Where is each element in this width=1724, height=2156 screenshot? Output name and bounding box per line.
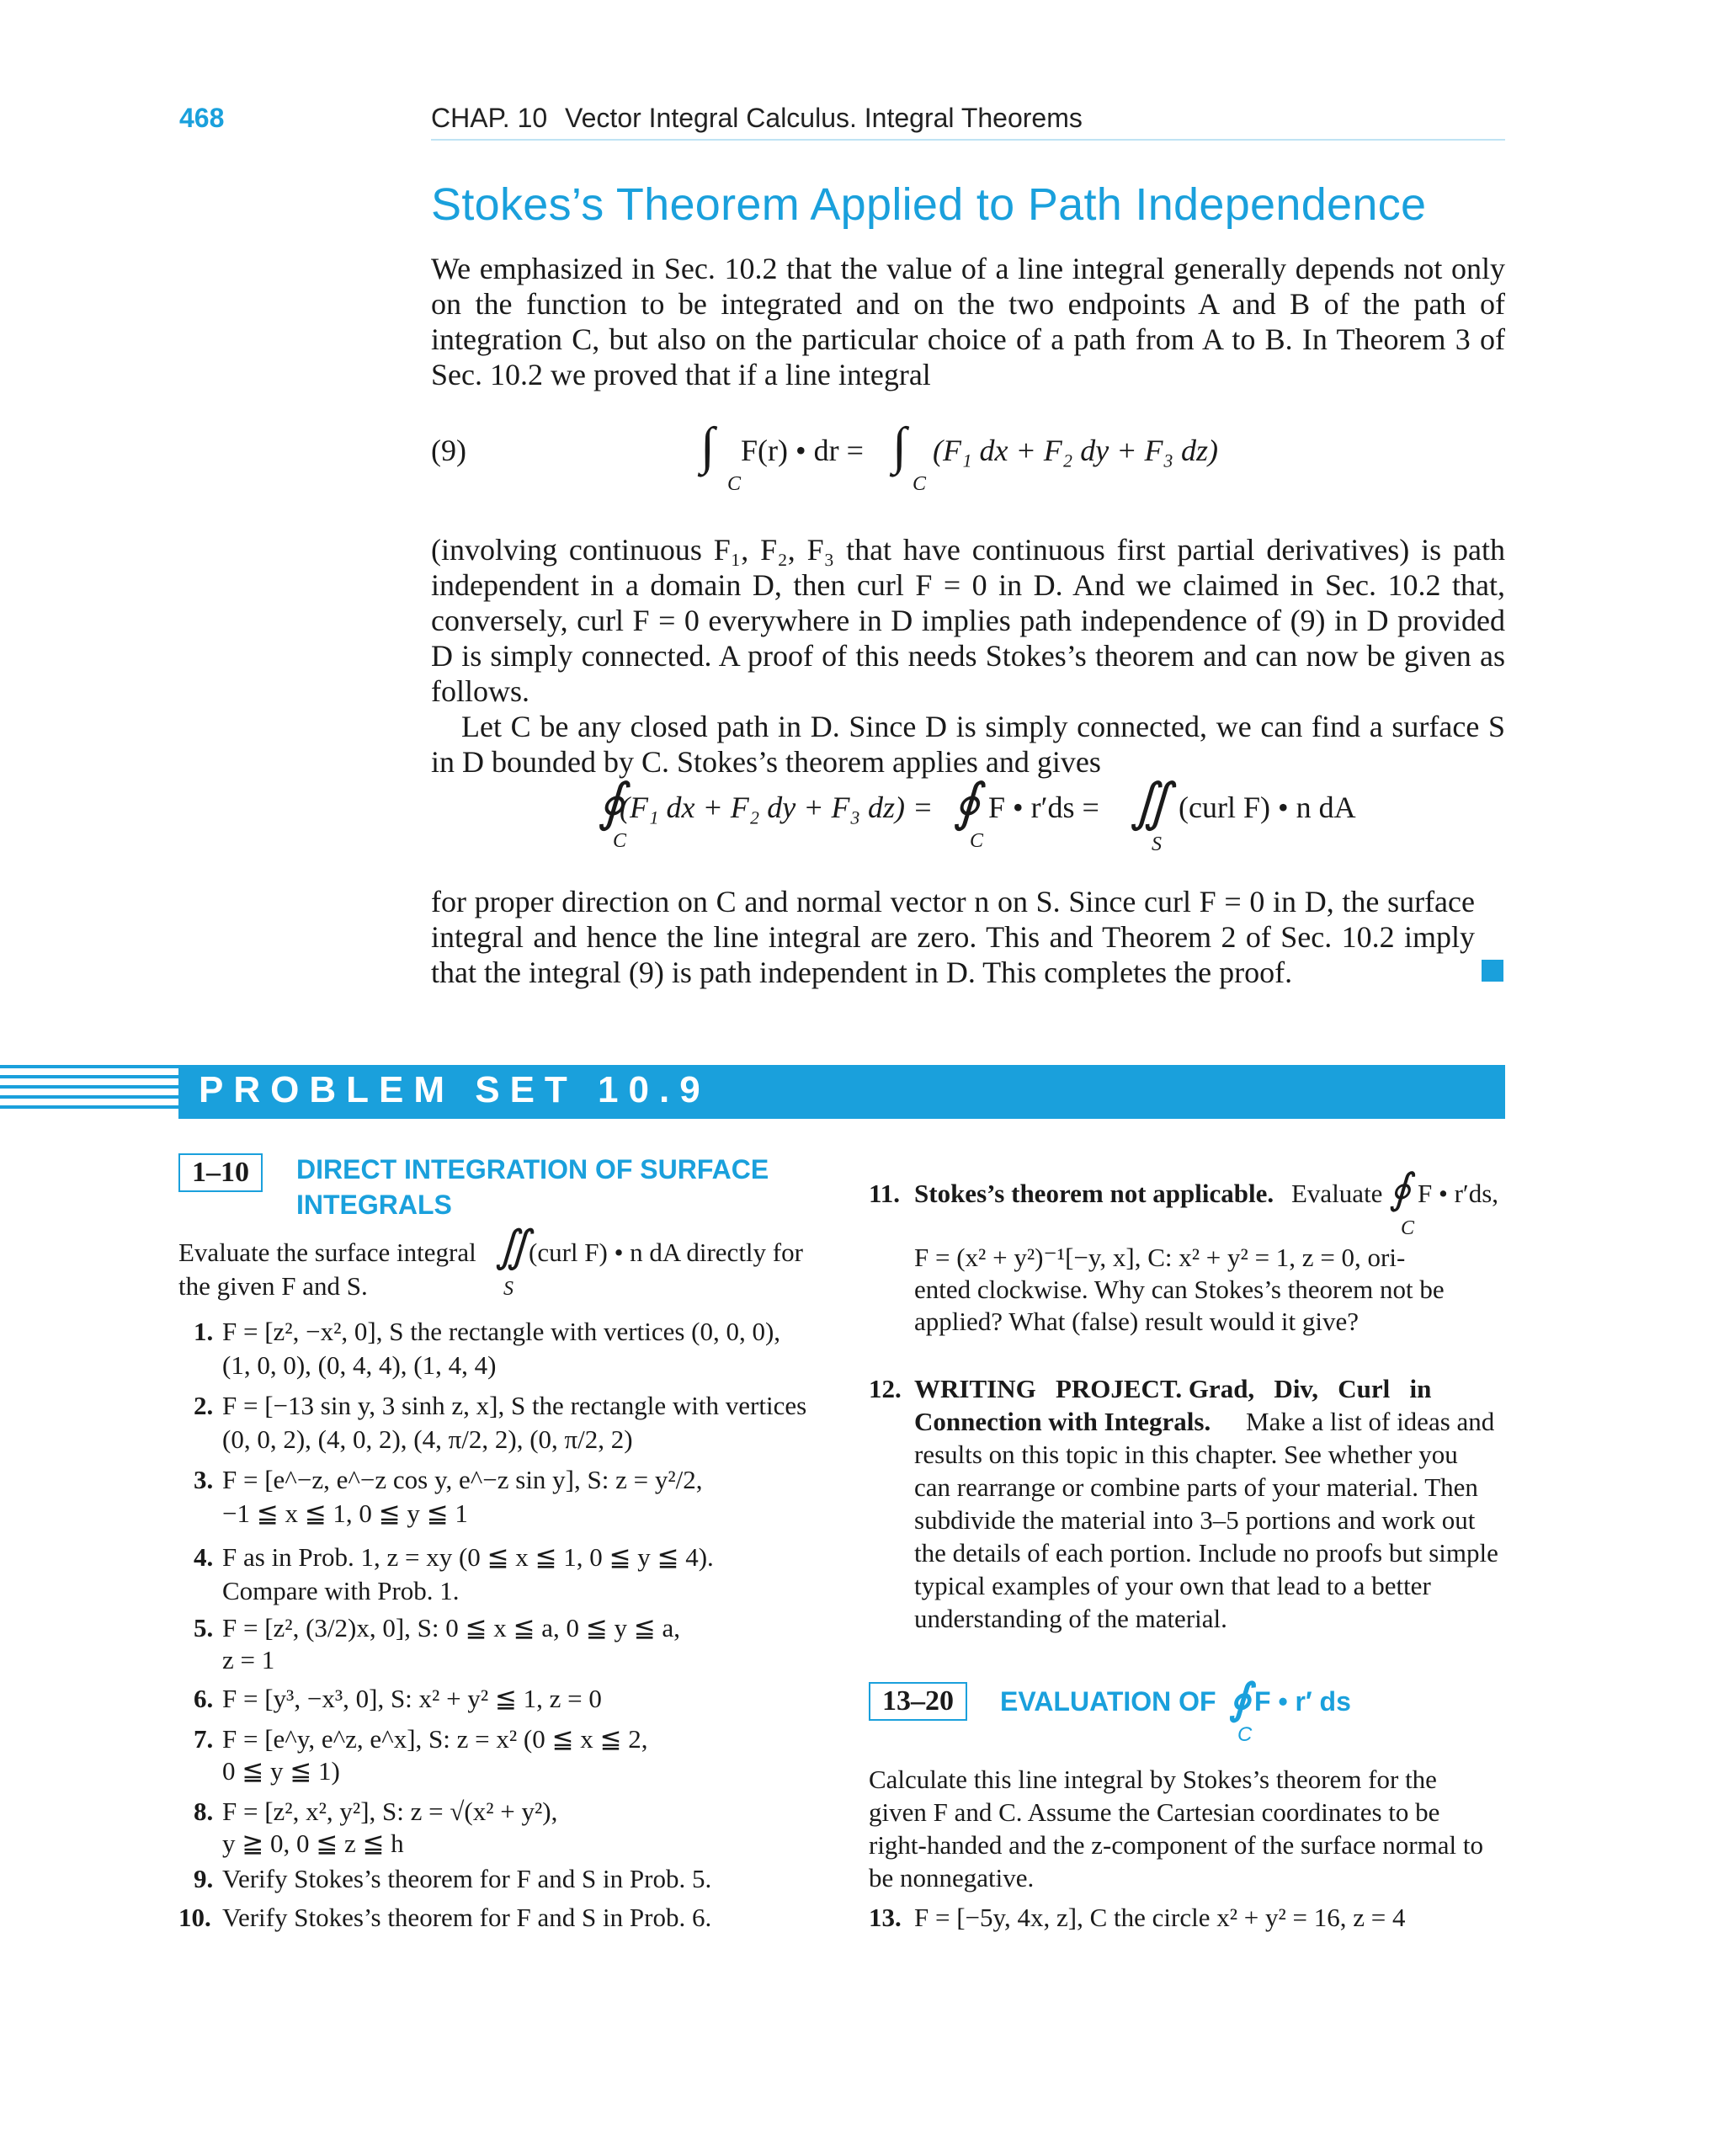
- problem-11: [869, 1153, 1505, 1355]
- problem-text: F = [z², x², y²], S: z = √(x² + y²),: [222, 1797, 558, 1826]
- problem-text: F as in Prob. 1, z = xy (0 ≦ x ≦ 1, 0 ≦ y ≦ 4).: [222, 1542, 714, 1572]
- section-title: Stokes’s Theorem Applied to Path Independence: [431, 179, 1427, 230]
- intro-text: given F and C. Assume the Cartesian coordinates to be: [869, 1797, 1440, 1827]
- equation-stokes: [431, 775, 1505, 855]
- paragraph-text: Let C be any closed path in D. Since D is simply connected, we can find a surface S in D bounded by C. Stokes’s theorem applies and gives: [431, 710, 1505, 779]
- problem-number: 12.: [869, 1374, 902, 1403]
- problem-number: 3.: [194, 1465, 214, 1494]
- problem-text: typical examples of your own that lead to a better: [914, 1571, 1431, 1600]
- equation-lhs: F(r) • dr =: [741, 434, 864, 467]
- group-range-box: [178, 1153, 263, 1192]
- paragraph-intro: [431, 251, 1505, 392]
- equation-9: [431, 418, 1505, 497]
- equation-part: (F₁ dx + F₂ dy + F₃ dz) =: [620, 791, 934, 824]
- problem-text: 0 ≦ y ≦ 1): [222, 1756, 340, 1786]
- double-integral-sign: ∬: [495, 1223, 530, 1271]
- problem-number: 9.: [194, 1864, 214, 1893]
- problem-number: 1.: [194, 1317, 214, 1346]
- problem-text: Evaluate: [1291, 1179, 1383, 1208]
- group-title-line: DIRECT INTEGRATION OF SURFACE: [296, 1154, 769, 1184]
- problem-title: Stokes’s theorem not applicable.: [914, 1179, 1274, 1208]
- paragraph-text: for proper direction on C and normal vector n on S. Since curl F = 0 in D, the surface integral and hence the line integral are zero. This and Theorem 2 of Sec. 10.2 imply that the integral (9) is path independent in D. This completes the proof.: [431, 885, 1475, 989]
- problem-list-left: [178, 1315, 818, 1932]
- group-title-integral: F • r′ ds: [1254, 1686, 1351, 1717]
- paragraph-proof: [431, 532, 1505, 780]
- intro-text: be nonnegative.: [869, 1863, 1035, 1892]
- problem-text: ented clockwise. Why can Stokes’s theorem not be: [914, 1275, 1445, 1304]
- integral-sign: ∫: [892, 418, 907, 475]
- double-integral-sign: ∬: [1130, 775, 1171, 832]
- decorative-lines: [0, 1065, 178, 1119]
- problem-text: understanding of the material.: [914, 1604, 1227, 1633]
- integral-subscript: C: [613, 830, 627, 852]
- end-of-proof-mark: [1482, 960, 1503, 982]
- chapter-number: CHAP. 10: [431, 103, 548, 133]
- integral-subscript: S: [1152, 833, 1162, 855]
- integral-subscript: C: [1237, 1723, 1253, 1746]
- group-range: 13–20: [869, 1682, 967, 1721]
- problem-13: [869, 1901, 1505, 1938]
- integral-subscript: C: [970, 830, 984, 852]
- intro-text: (curl F) • n dA directly for: [529, 1238, 803, 1267]
- problem-text: Compare with Prob. 1.: [222, 1576, 460, 1605]
- equation-label: (9): [431, 434, 466, 467]
- intro-text: Calculate this line integral by Stokes’s theorem for the: [869, 1765, 1437, 1794]
- problem-text: the details of each portion. Include no proofs but simple: [914, 1538, 1498, 1568]
- equation-part: F • r′ds =: [988, 791, 1099, 824]
- integral-subscript: C: [727, 473, 742, 495]
- page-number: 468: [179, 103, 225, 133]
- contour-integral-sign: ∮: [1389, 1165, 1412, 1212]
- running-header: [431, 103, 1093, 134]
- intro-text: Evaluate the surface integral: [178, 1238, 476, 1267]
- problem-set-title: PROBLEM SET 10.9: [199, 1069, 710, 1110]
- problem-title: Connection with Integrals.: [914, 1407, 1211, 1436]
- problem-text: F = [y³, −x³, 0], S: x² + y² ≦ 1, z = 0: [222, 1684, 602, 1713]
- group-range: 1–10: [178, 1153, 263, 1192]
- header-rule: [431, 139, 1505, 141]
- group-title: [1000, 1675, 1471, 1751]
- integral-subscript: C: [1401, 1217, 1415, 1239]
- paragraph-text: We emphasized in Sec. 10.2 that the value of a line integral generally depends not only on the function to be integrated and on the two endpoints A and B of the path of integration C, but also on the particular choice of a path from A to B. In Theorem 3 of Sec. 10.2 we proved that if a line integral: [431, 252, 1505, 391]
- problem-text: −1 ≦ x ≦ 1, 0 ≦ y ≦ 1: [222, 1499, 468, 1528]
- problem-number: 13.: [869, 1903, 902, 1932]
- group-title: [296, 1152, 769, 1222]
- equation-part: (curl F) • n dA: [1179, 791, 1356, 824]
- problem-text: F = [−13 sin y, 3 sinh z, x], S the rectangle with vertices: [222, 1391, 807, 1420]
- group-intro: [869, 1763, 1505, 1906]
- paragraph-conclusion: [431, 884, 1475, 990]
- problem-number: 10.: [178, 1903, 211, 1932]
- group-range-box: [869, 1682, 967, 1721]
- contour-integral-sign: ∮: [953, 775, 981, 832]
- problem-number: 7.: [194, 1724, 214, 1754]
- integral-sign: ∫: [700, 418, 715, 475]
- problem-text: can rearrange or combine parts of your material. Then: [914, 1472, 1478, 1502]
- problem-text: Make a list of ideas and: [1246, 1407, 1495, 1436]
- problem-integral: F • r′ds,: [1418, 1179, 1499, 1208]
- group-title-text: EVALUATION OF: [1000, 1686, 1216, 1717]
- problem-text: results on this topic in this chapter. See whether you: [914, 1440, 1458, 1469]
- problem-text: F = [−5y, 4x, z], C the circle x² + y² = 16, z = 4: [914, 1903, 1406, 1932]
- problem-text: Verify Stokes’s theorem for F and S in Prob. 6.: [222, 1903, 712, 1932]
- intro-text: the given F and S.: [178, 1271, 368, 1301]
- contour-integral-sign: ∮: [598, 775, 625, 832]
- problem-text: (1, 0, 0), (0, 4, 4), (1, 4, 4): [222, 1350, 497, 1380]
- problem-text: z = 1: [222, 1645, 275, 1674]
- problem-text: F = (x² + y²)⁻¹[−y, x], C: x² + y² = 1, z = 0, ori-: [914, 1243, 1406, 1272]
- problem-number: 8.: [194, 1797, 214, 1826]
- problem-text: (0, 0, 2), (4, 0, 2), (4, π/2, 2), (0, π/2, 2): [222, 1424, 633, 1454]
- problem-12: [869, 1372, 1505, 1642]
- problem-number: 4.: [194, 1542, 214, 1572]
- integral-subscript: C: [913, 473, 927, 495]
- problem-number: 2.: [194, 1391, 214, 1420]
- problem-text: subdivide the material into 3–5 portions and work out: [914, 1505, 1476, 1535]
- problem-text: F = [z², −x², 0], S the rectangle with vertices (0, 0, 0),: [222, 1317, 781, 1346]
- intro-text: right-handed and the z-component of the surface normal to: [869, 1830, 1483, 1860]
- problem-text: Verify Stokes’s theorem for F and S in Prob. 5.: [222, 1864, 712, 1893]
- problem-text: y ≧ 0, 0 ≦ z ≦ h: [222, 1829, 404, 1858]
- group-intro: [178, 1223, 818, 1312]
- chapter-title: Vector Integral Calculus. Integral Theorems: [565, 103, 1083, 133]
- problem-text: F = [z², (3/2)x, 0], S: 0 ≦ x ≦ a, 0 ≦ y ≦ a,: [222, 1613, 680, 1642]
- contour-integral-sign: ∮: [1229, 1675, 1252, 1722]
- problem-text: F = [e^−z, e^−z cos y, e^−z sin y], S: z = y²/2,: [222, 1465, 703, 1494]
- group-title-line: INTEGRALS: [296, 1190, 452, 1220]
- problem-number: 5.: [194, 1613, 214, 1642]
- problem-title: WRITING PROJECT. Grad, Div, Curl in: [914, 1374, 1432, 1403]
- problem-number: 11.: [869, 1179, 901, 1208]
- paragraph-text: (involving continuous F₁, F₂, F₃ that have continuous first partial derivatives) is path independent in a domain D, then curl F = 0 in D. And we claimed in Sec. 10.2 that, conversely, curl F = 0 everywhere in D implies path independence of (9) in D provided D is simply connected. A proof of this needs Stokes’s theorem and can now be given as follows.: [431, 533, 1505, 708]
- problem-text: F = [e^y, e^z, e^x], S: z = x² (0 ≦ x ≦ 2,: [222, 1724, 648, 1754]
- problem-text: applied? What (false) result would it give?: [914, 1307, 1359, 1336]
- integral-subscript: S: [503, 1278, 513, 1300]
- equation-rhs: (F₁ dx + F₂ dy + F₃ dz): [933, 434, 1219, 467]
- problem-number: 6.: [194, 1684, 214, 1713]
